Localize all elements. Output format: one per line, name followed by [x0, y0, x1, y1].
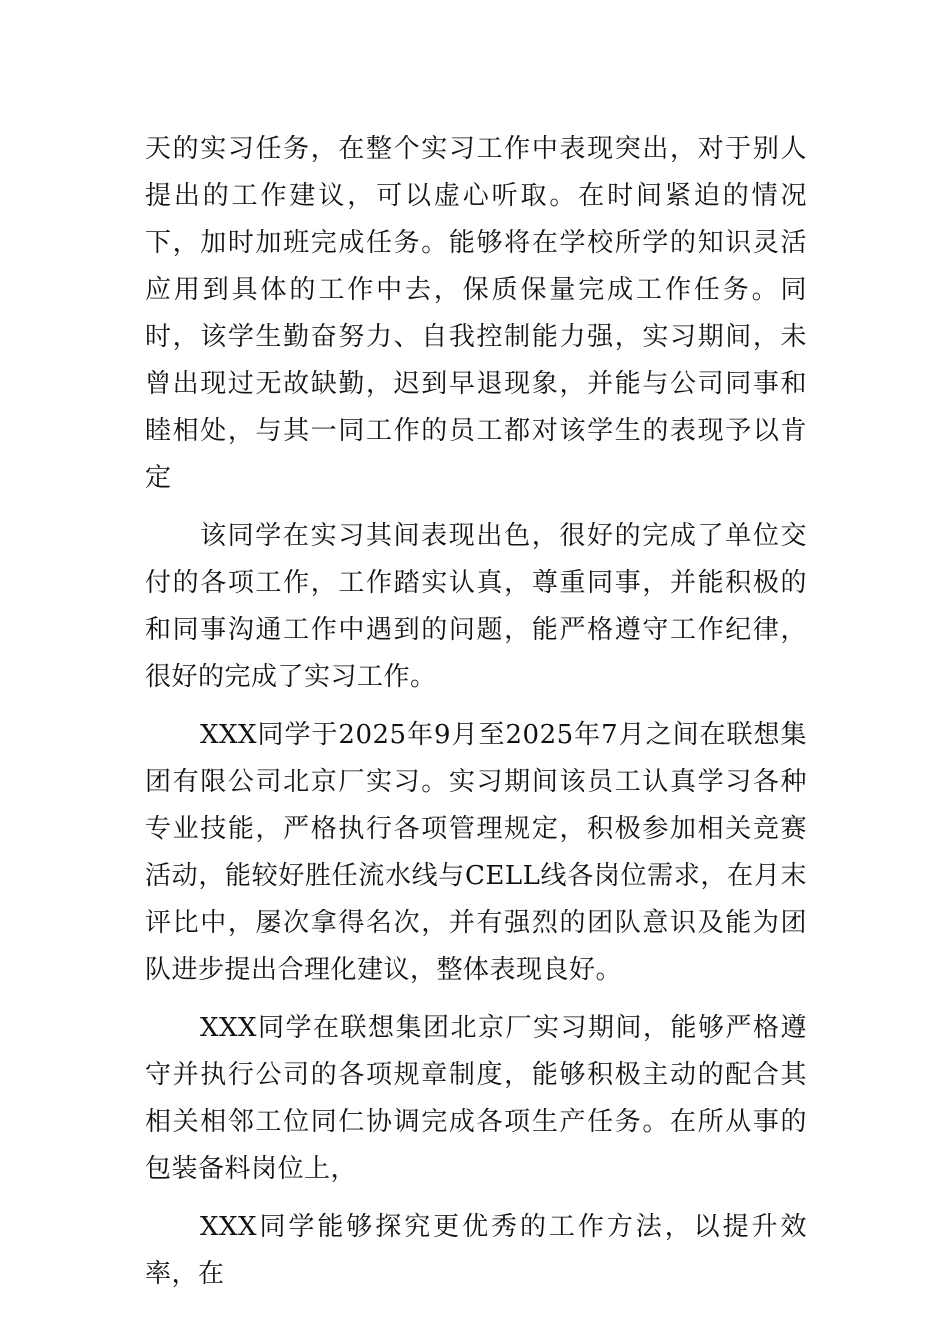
paragraph-2: 该同学在实习其间表现出色，很好的完成了单位交付的各项工作，工作踏实认真，尊重同事，并能积极的和同事沟通工作中遇到的问题，能严格遵守工作纪律，很好的完成了实习工作。 [145, 521, 807, 692]
paragraph-1: 天的实习任务，在整个实习工作中表现突出，对于别人提出的工作建议，可以虚心听取。在时间紧迫的情况下，加时加班完成任务。能够将在学校所学的知识灵活应用到具体的工作中去，保质保量完成工作任务。同时，该学生勤奋努力、自我控制能力强，实习期间，未曾出现过无故缺勤，迟到早退现象，并能与公司同事和睦相处，与其一同工作的员工都对该学生的表现予以肯定 [145, 134, 807, 493]
paragraph-5: XXX同学能够探究更优秀的工作方法，以提升效率，在 [145, 1212, 807, 1289]
paragraph-3: XXX同学于2025年9月至2025年7月之间在联想集团有限公司北京厂实习。实习期间该员工认真学习各种专业技能，严格执行各项管理规定，积极参加相关竞赛活动，能较好胜任流水线与CELL线各岗位需求，在月末评比中，屡次拿得名次，并有强烈的团队意识及能为团队进步提出合理化建议，整体表现良好。 [145, 720, 807, 985]
document-body [145, 126, 807, 1309]
paragraph-4: XXX同学在联想集团北京厂实习期间，能够严格遵守并执行公司的各项规章制度，能够积极主动的配合其相关相邻工位同仁协调完成各项生产任务。在所从事的包装备料岗位上， [145, 1013, 807, 1184]
